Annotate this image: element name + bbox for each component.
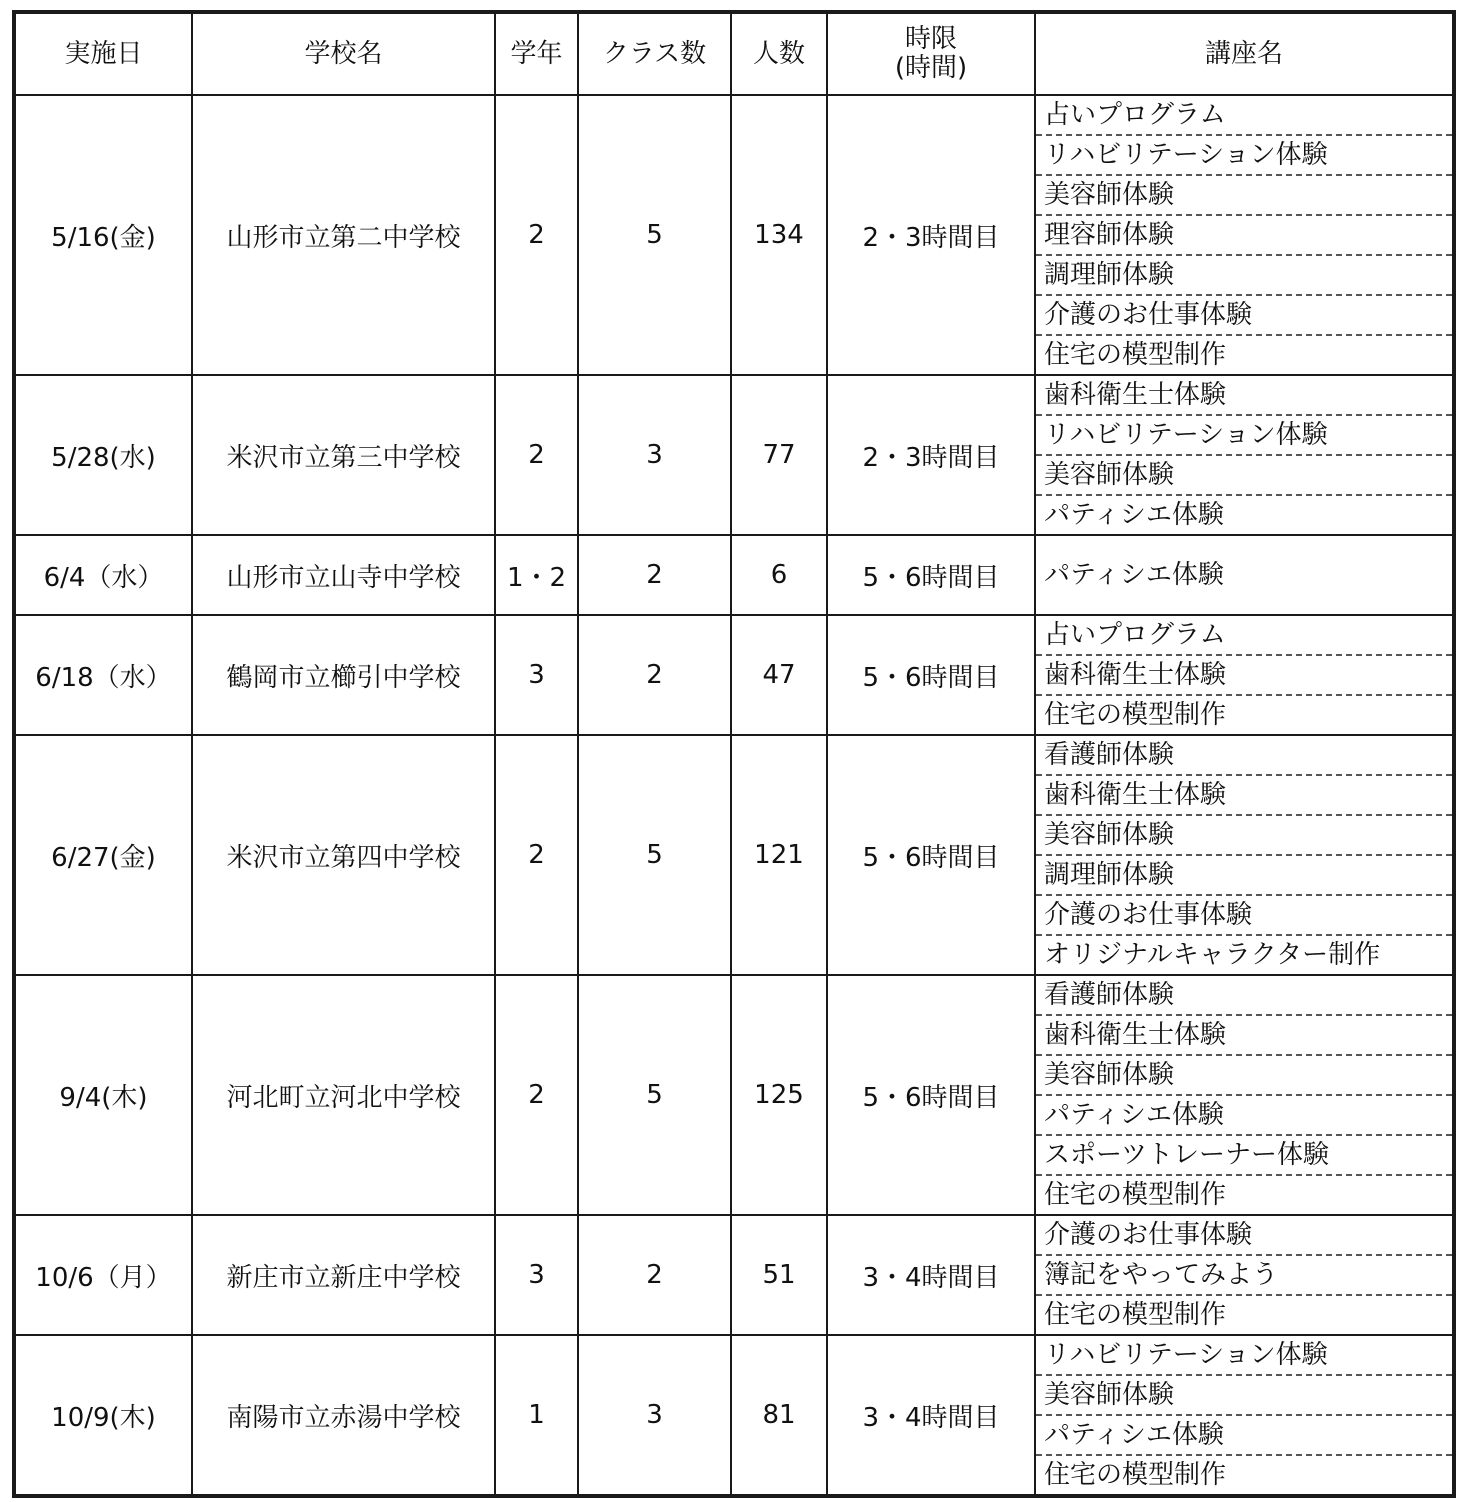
course-item: パティシエ体験 (1036, 1096, 1452, 1136)
header-courses: 講座名 (1035, 12, 1454, 95)
course-item: 歯科衛生士体験 (1036, 776, 1452, 816)
cell-period: 5・6時間目 (827, 535, 1035, 615)
course-item: リハビリテーション体験 (1036, 136, 1452, 176)
header-students: 人数 (731, 12, 827, 95)
header-school: 学校名 (192, 12, 495, 95)
course-item: 簿記をやってみよう (1036, 1256, 1452, 1296)
cell-classes: 2 (578, 535, 731, 615)
cell-grade: 2 (495, 975, 578, 1215)
course-item: 住宅の模型制作 (1044, 700, 1227, 730)
header-classes: クラス数 (578, 12, 731, 95)
course-item: パティシエ体験 (1044, 500, 1224, 530)
cell-courses (1035, 535, 1454, 615)
cell-grade: 2 (495, 95, 578, 375)
course-item: パティシエ体験 (1044, 560, 1224, 590)
course-item: パティシエ体験 (1036, 1416, 1452, 1456)
course-item: 美容師体験 (1036, 1056, 1452, 1096)
cell-period: 5・6時間目 (827, 975, 1035, 1215)
cell-date: 5/28(水) (14, 375, 192, 535)
cell-students: 134 (731, 95, 827, 375)
cell-classes: 5 (578, 95, 731, 375)
cell-classes: 5 (578, 735, 731, 975)
course-list (1036, 976, 1452, 1214)
cell-classes: 2 (578, 615, 731, 735)
cell-grade: 2 (495, 375, 578, 535)
course-list (1036, 376, 1452, 534)
cell-students: 77 (731, 375, 827, 535)
course-item: 調理師体験 (1036, 256, 1452, 296)
course-item: 美容師体験 (1036, 456, 1452, 496)
course-list (1036, 616, 1452, 734)
table-row (14, 95, 1454, 375)
table-row (14, 1335, 1454, 1496)
cell-courses (1035, 1215, 1454, 1335)
cell-school: 鶴岡市立櫛引中学校 (192, 615, 495, 735)
cell-date: 10/6（月） (14, 1215, 192, 1335)
course-item: 看護師体験 (1036, 976, 1452, 1016)
cell-courses (1035, 975, 1454, 1215)
header-date: 実施日 (14, 12, 192, 95)
cell-courses (1035, 735, 1454, 975)
course-item: 住宅の模型制作 (1044, 1300, 1227, 1330)
header-grade: 学年 (495, 12, 578, 95)
course-item: スポーツトレーナー体験 (1036, 1136, 1452, 1176)
cell-period: 3・4時間目 (827, 1215, 1035, 1335)
cell-classes: 3 (578, 1335, 731, 1496)
cell-students: 6 (731, 535, 827, 615)
cell-grade: 2 (495, 735, 578, 975)
cell-date: 6/4（水） (14, 535, 192, 615)
cell-period: 2・3時間目 (827, 95, 1035, 375)
table-row (14, 375, 1454, 535)
cell-grade: 3 (495, 1215, 578, 1335)
cell-period: 5・6時間目 (827, 615, 1035, 735)
course-item: 占いプログラム (1036, 96, 1452, 136)
course-item: 歯科衛生士体験 (1036, 376, 1452, 416)
cell-courses (1035, 375, 1454, 535)
cell-courses (1035, 615, 1454, 735)
cell-date: 10/9(木) (14, 1335, 192, 1496)
cell-school: 山形市立山寺中学校 (192, 535, 495, 615)
course-list (1036, 1216, 1452, 1334)
course-item: 介護のお仕事体験 (1036, 896, 1452, 936)
cell-date: 6/27(金) (14, 735, 192, 975)
cell-grade: 1 (495, 1335, 578, 1496)
course-item: 理容師体験 (1036, 216, 1452, 256)
cell-grade: 3 (495, 615, 578, 735)
header-row (14, 12, 1454, 95)
course-item: 介護のお仕事体験 (1036, 1216, 1452, 1256)
cell-school: 米沢市立第三中学校 (192, 375, 495, 535)
cell-students: 51 (731, 1215, 827, 1335)
cell-classes: 5 (578, 975, 731, 1215)
course-item: リハビリテーション体験 (1036, 416, 1452, 456)
course-item: 美容師体験 (1036, 176, 1452, 216)
course-item: 住宅の模型制作 (1044, 1180, 1227, 1210)
table-row (14, 735, 1454, 975)
header-period (827, 12, 1035, 95)
course-item: 住宅の模型制作 (1044, 340, 1227, 370)
table-row (14, 975, 1454, 1215)
cell-period: 5・6時間目 (827, 735, 1035, 975)
cell-period: 2・3時間目 (827, 375, 1035, 535)
cell-classes: 3 (578, 375, 731, 535)
cell-students: 81 (731, 1335, 827, 1496)
course-item: 調理師体験 (1036, 856, 1452, 896)
cell-school: 山形市立第二中学校 (192, 95, 495, 375)
cell-grade: 1・2 (495, 535, 578, 615)
course-item: 介護のお仕事体験 (1036, 296, 1452, 336)
cell-school: 新庄市立新庄中学校 (192, 1215, 495, 1335)
cell-date: 5/16(金) (14, 95, 192, 375)
course-item: 歯科衛生士体験 (1036, 656, 1452, 696)
header-period-line2: (時間) (894, 53, 968, 83)
cell-students: 125 (731, 975, 827, 1215)
course-item: リハビリテーション体験 (1036, 1336, 1452, 1376)
cell-school: 河北町立河北中学校 (192, 975, 495, 1215)
course-list (1036, 96, 1452, 374)
course-item: 美容師体験 (1036, 1376, 1452, 1416)
course-list (1036, 536, 1452, 614)
table-row (14, 615, 1454, 735)
cell-courses (1035, 95, 1454, 375)
cell-date: 9/4(木) (14, 975, 192, 1215)
cell-period: 3・4時間目 (827, 1335, 1035, 1496)
cell-date: 6/18（水） (14, 615, 192, 735)
course-item: 占いプログラム (1036, 616, 1452, 656)
header-period-line1: 時限 (904, 24, 957, 54)
course-list (1036, 736, 1452, 974)
course-item: 美容師体験 (1036, 816, 1452, 856)
course-item: 住宅の模型制作 (1044, 1460, 1227, 1490)
table-row (14, 535, 1454, 615)
cell-students: 47 (731, 615, 827, 735)
course-list (1036, 1336, 1452, 1494)
course-item: オリジナルキャラクター制作 (1044, 940, 1381, 970)
cell-students: 121 (731, 735, 827, 975)
course-item: 看護師体験 (1036, 736, 1452, 776)
schedule-table-wrapper (12, 10, 1452, 1498)
schedule-table (12, 10, 1456, 1498)
cell-school: 米沢市立第四中学校 (192, 735, 495, 975)
table-body (14, 95, 1454, 1496)
cell-courses (1035, 1335, 1454, 1496)
course-item: 歯科衛生士体験 (1036, 1016, 1452, 1056)
table-row (14, 1215, 1454, 1335)
cell-school: 南陽市立赤湯中学校 (192, 1335, 495, 1496)
cell-classes: 2 (578, 1215, 731, 1335)
